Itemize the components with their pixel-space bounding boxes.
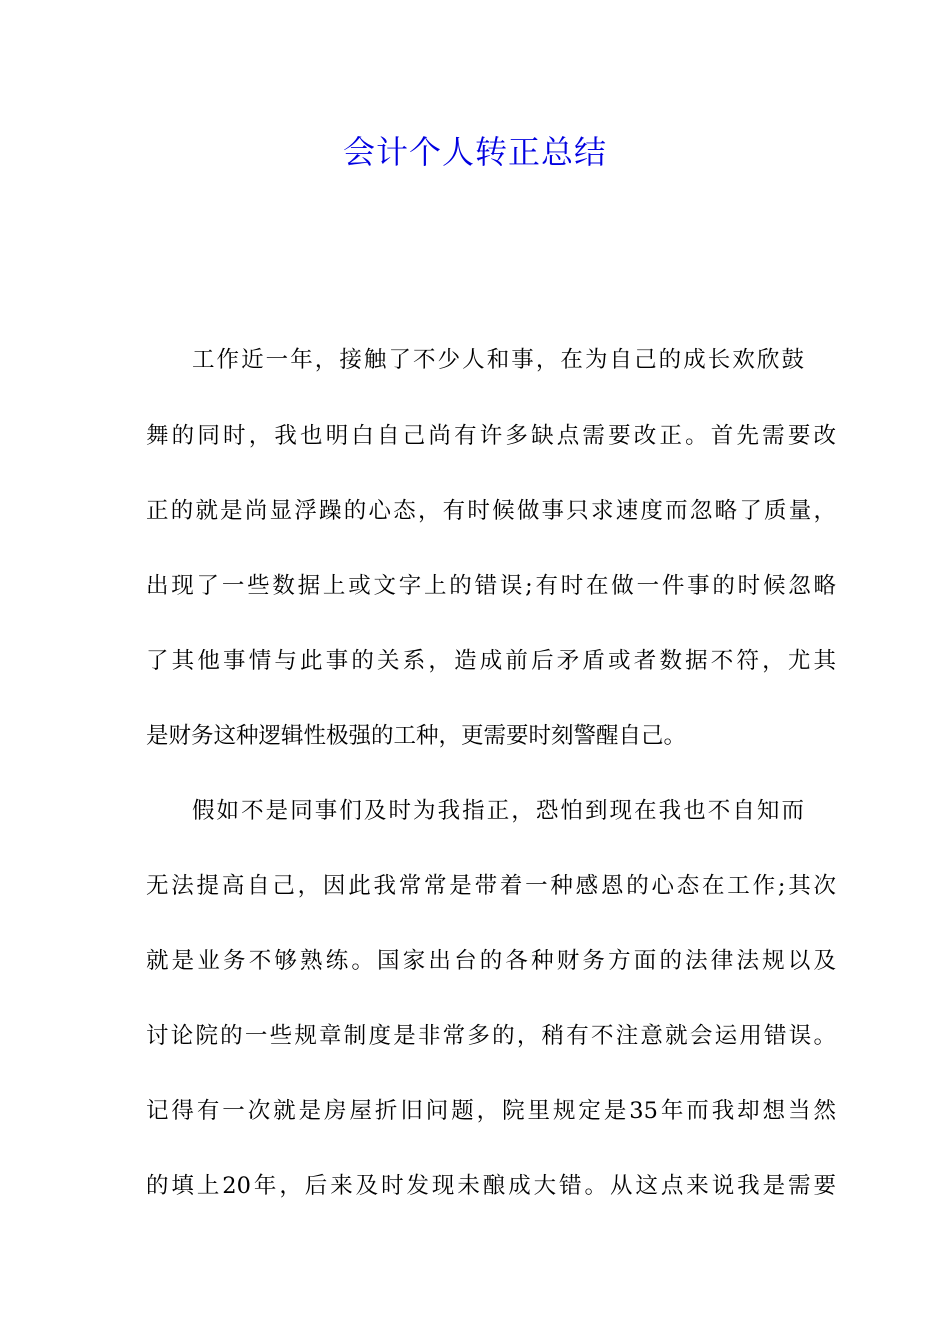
paragraph-1-line-6: 是财务这种逻辑性极强的工种，更需要时刻警醒自己。 [146,723,687,749]
paragraph-2-line-1: 假如不是同事们及时为我指正，恐怕到现在我也不自知而 [192,798,804,824]
paragraph-2-line-5: 记得有一次就是房屋折旧问题，院里规定是35年而我却想当然 [146,1098,836,1124]
paragraph-2-line-2: 无法提高自己，因此我常常是带着一种感恩的心态在工作;其次 [146,873,836,899]
paragraph-1-line-3: 正的就是尚显浮躁的心态，有时候做事只求速度而忽略了质量， [146,498,836,524]
paragraph-2-line-4: 讨论院的一些规章制度是非常多的，稍有不注意就会运用错误。 [146,1023,836,1049]
document-title: 会计个人转正总结 [342,133,607,171]
paragraph-2-line-6: 的填上20年，后来及时发现未酿成大错。从这点来说我是需要 [146,1173,836,1199]
paragraph-1-line-5: 了其他事情与此事的关系，造成前后矛盾或者数据不符，尤其 [146,648,836,674]
paragraph-1-line-2: 舞的同时，我也明白自己尚有许多缺点需要改正。首先需要改 [146,423,836,449]
paragraph-1-line-1: 工作近一年，接触了不少人和事，在为自己的成长欢欣鼓 [192,347,804,373]
paragraph-1-line-4: 出现了一些数据上或文字上的错误;有时在做一件事的时候忽略 [146,573,836,599]
paragraph-2-line-3: 就是业务不够熟练。国家出台的各种财务方面的法律法规以及 [146,948,836,974]
